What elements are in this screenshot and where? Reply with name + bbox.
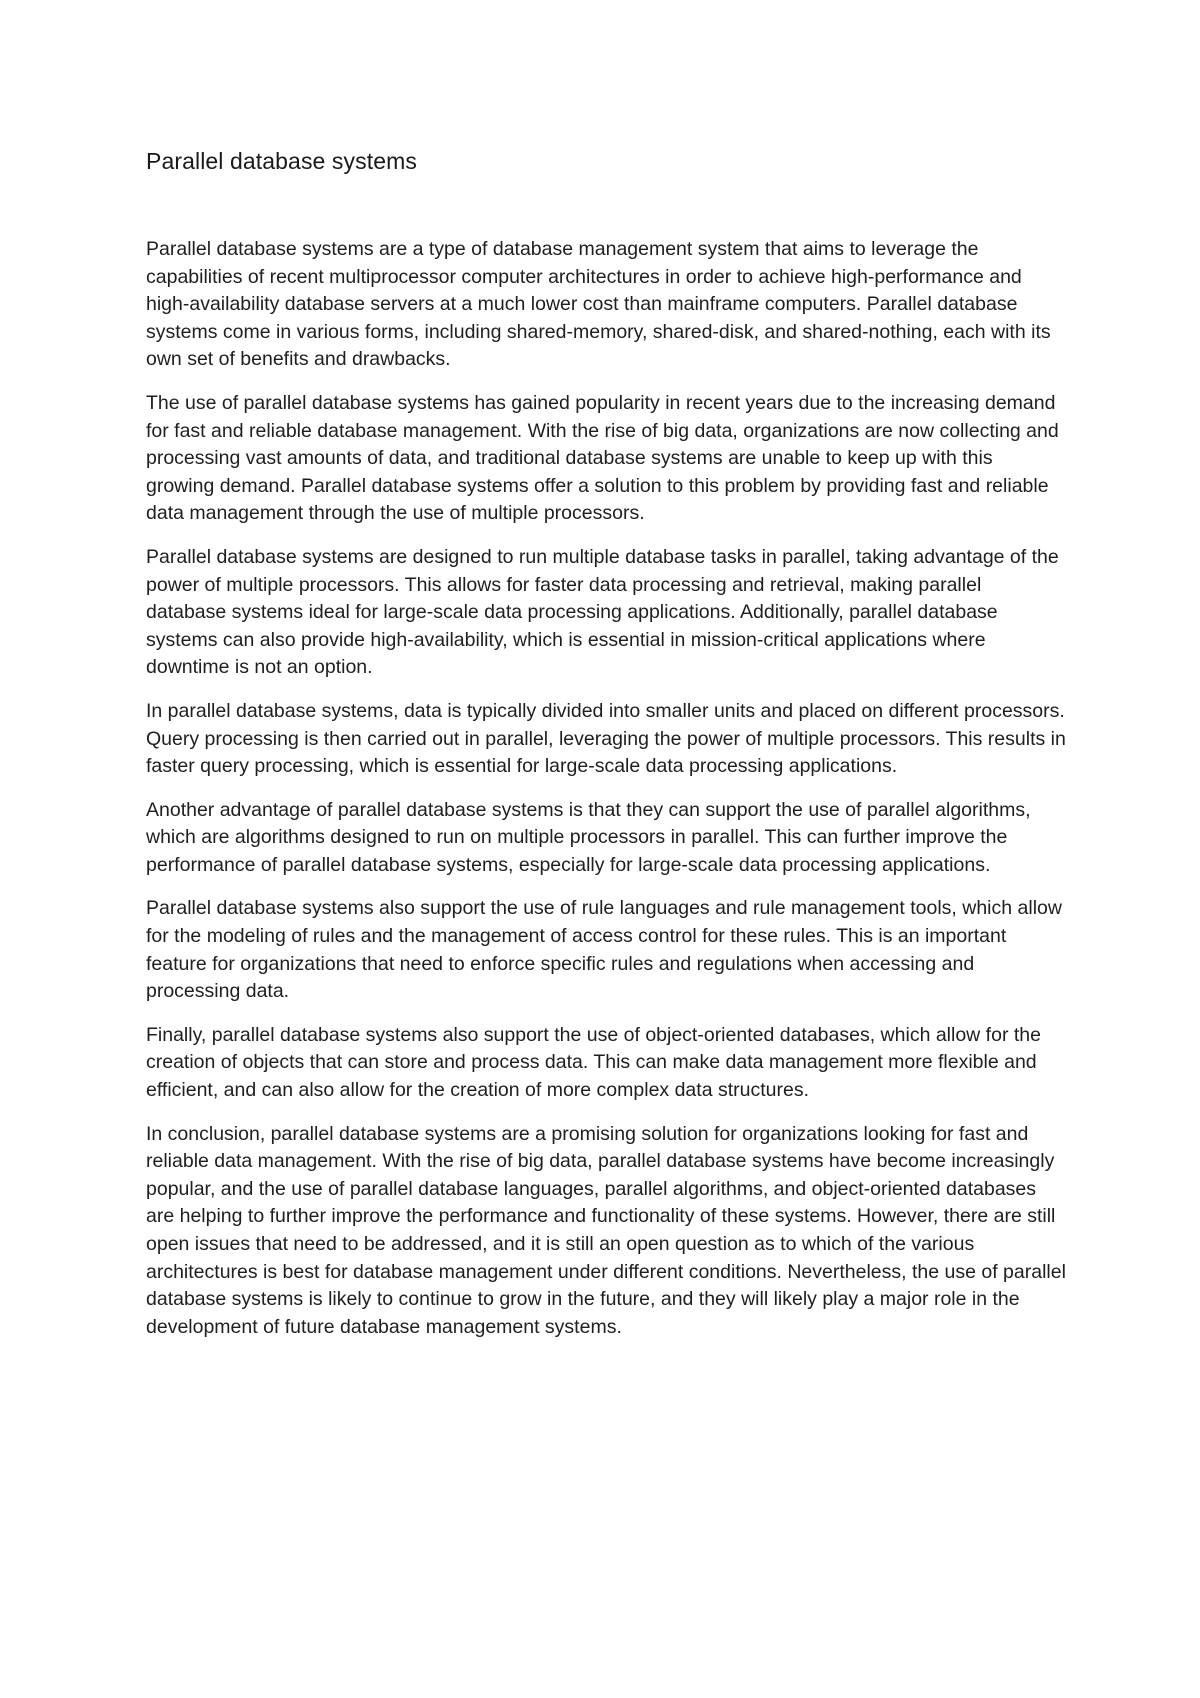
paragraph-3: Parallel database systems are designed to run multiple database tasks in parallel, taking advantage of the power of multiple processors. This allows for faster data processing and retrieval, making parallel database systems ideal for large-scale data processing applications. Additionally, parallel database systems can also provide high-availability, which is essential in mission-critical applications where downtime is not an option. bbox=[146, 545, 1059, 679]
paragraph-1: Parallel database systems are a type of database management system that aims to leverage the capabilities of recent multiprocessor computer architectures in order to achieve high-performance and high-availability database servers at a much lower cost than mainframe computers. Parallel database systems come in various forms, including shared-memory, shared-disk, and shared-nothing, each with its own set of benefits and drawbacks. bbox=[146, 238, 1051, 371]
paragraph-8: In conclusion, parallel database systems are a promising solution for organizations looking for fast and reliable data management. With the rise of big data, parallel database systems have become increasingly popular, and the use of parallel database languages, parallel algorithms, and object-oriented databases are helping to further improve the performance and functionality of these systems. However, there are still open issues that need to be addressed, and it is still an open question as to which of the various architectures is best for database management under different conditions. Nevertheless, the use of parallel database systems is likely to continue to grow in the future, and they will likely play a major role in the development of future database management systems. bbox=[146, 1122, 1066, 1338]
document-body bbox=[146, 236, 1066, 1357]
paragraph-7: Finally, parallel database systems also support the use of object-oriented databases, which allow for the creation of objects that can store and process data. This can make data management more flexible and efficient, and can also allow for the creation of more complex data structures. bbox=[146, 1023, 1041, 1102]
document-title: Parallel database systems bbox=[146, 148, 417, 174]
paragraph-6: Parallel database systems also support the use of rule languages and rule management tools, which allow for the modeling of rules and the management of access control for these rules. This is an important feature for organizations that need to enforce specific rules and regulations when accessing and processing data. bbox=[146, 897, 1062, 1003]
paragraph-5: Another advantage of parallel database systems is that they can support the use of parallel algorithms, which are algorithms designed to run on multiple processors in parallel. This can further improve the performance of parallel database systems, especially for large-scale data processing applications. bbox=[146, 798, 1031, 876]
paragraph-4: In parallel database systems, data is typically divided into smaller units and placed on different processors. Query processing is then carried out in parallel, leveraging the power of multiple processors. This results in faster query processing, which is essential for large-scale data processing applications. bbox=[146, 699, 1066, 778]
paragraph-2: The use of parallel database systems has gained popularity in recent years due to the increasing demand for fast and reliable database management. With the rise of big data, organizations are now collecting and processing vast amounts of data, and traditional database systems are unable to keep up with this growing demand. Parallel database systems offer a solution to this problem by providing fast and reliable data management through the use of multiple processors. bbox=[146, 391, 1059, 525]
